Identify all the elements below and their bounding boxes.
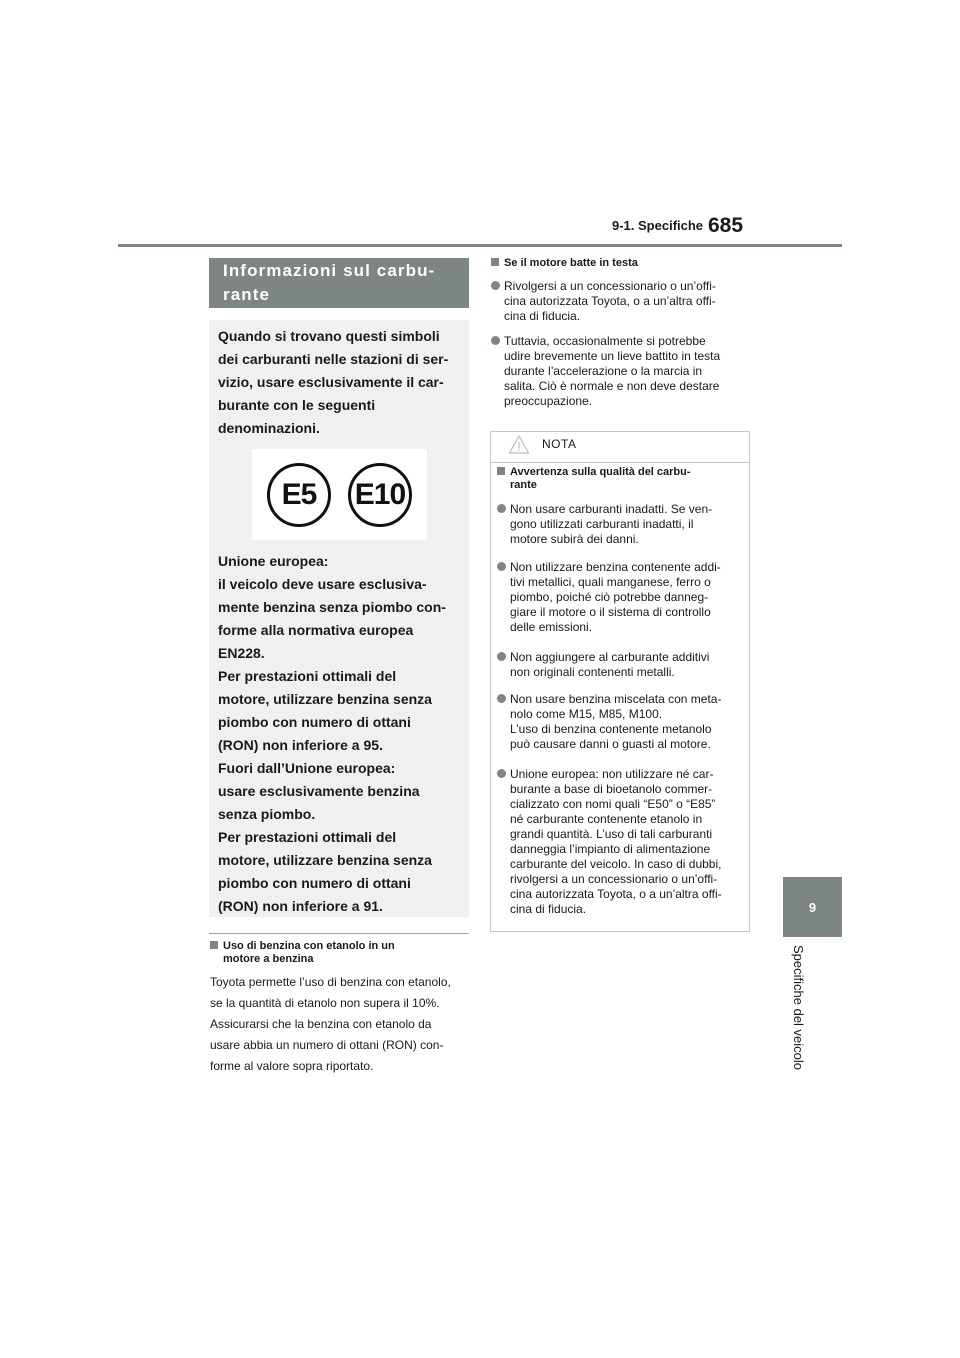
info-line: piombo con numero di ottani <box>218 714 411 730</box>
bullet-dot-icon <box>491 336 500 345</box>
info-line: burante con le seguenti <box>218 397 376 413</box>
info-line: (RON) non inferiore a 95. <box>218 737 383 753</box>
info-line: (RON) non inferiore a 91. <box>218 898 383 914</box>
list-item: Non aggiungere al carburante additivi non originali contenenti metalli. <box>497 650 745 680</box>
info-line: senza piombo. <box>218 806 316 822</box>
info-line: motore, utilizzare benzina senza <box>218 691 432 707</box>
section-label: 9-1. Specifiche <box>612 218 704 233</box>
list-item: Rivolgersi a un concessionario o un’offi- cina autorizzata Toyota, o a un’altra offi- cina di fiducia. <box>491 279 749 324</box>
fuel-symbol-e10: E10 <box>348 463 412 527</box>
bullet-dot-icon <box>497 769 506 778</box>
info-line: usare esclusivamente benzina <box>218 783 420 799</box>
ethanol-heading: Uso di benzina con etanolo in un motore a benzina <box>210 940 468 966</box>
bullet-dot-icon <box>497 562 506 571</box>
info-line: piombo con numero di ottani <box>218 875 411 891</box>
square-bullet-icon <box>491 258 499 266</box>
list-item: Tuttavia, occasionalmente si potrebbe udire brevemente un lieve battito in testa durante l’accelerazione o la marcia in salita. Ciò è normale e non deve destare preoccupazione. <box>491 334 749 409</box>
list-item: Non usare benzina miscelata con meta- nolo come M15, M85, M100. L’uso di benzina contenente metanolo può causare danni o guasti al motore. <box>497 692 745 752</box>
bullet-dot-icon <box>497 694 506 703</box>
info-eu <box>218 550 464 918</box>
square-bullet-icon <box>210 941 218 949</box>
list-item: Non utilizzare benzina contenente addi- tivi metallici, quali manganese, ferro o piombo, poiché ciò potrebbe danneg- giare il motore o il sistema di controllo delle emissioni. <box>497 560 745 635</box>
fuel-symbol-panel <box>252 449 427 540</box>
info-line: vizio, usare esclusivamente il car- <box>218 374 444 390</box>
info-line: dei carburanti nelle stazioni di ser- <box>218 351 449 367</box>
info-line: Unione europea: <box>218 553 329 569</box>
chapter-title: Specifiche del veicolo <box>791 945 806 1071</box>
info-box-title <box>209 258 469 308</box>
header-rule <box>118 244 842 247</box>
fuel-symbol-e5: E5 <box>267 463 331 527</box>
info-box-title-line: rante <box>223 285 271 304</box>
section-divider <box>209 933 469 934</box>
info-line: motore, utilizzare benzina senza <box>218 852 432 868</box>
square-bullet-icon <box>497 467 505 475</box>
chapter-tab[interactable] <box>783 877 842 937</box>
bullet-dot-icon <box>491 281 500 290</box>
note-heading: Avvertenza sulla qualità del carbu- rante <box>497 466 745 492</box>
knock-heading: Se il motore batte in testa <box>491 257 749 270</box>
info-line: Per prestazioni ottimali del <box>218 668 397 684</box>
info-line: EN228. <box>218 645 265 661</box>
bullet-dot-icon <box>497 652 506 661</box>
info-intro <box>218 325 464 440</box>
list-item: Unione europea: non utilizzare né car- burante a base di bioetanolo commer- cializzato con nomi quali “E50” o “E85” né carburante contenente etanolo in grandi quantità. L’uso di tali carburanti danneggia l’impianto di alimentazione carburante del veicolo. In caso di dubbi, rivolgersi a un concessionario o un’offi- cina autorizzata Toyota, o a un’altra offi- cina di fiducia. <box>497 767 745 917</box>
page-number: 685 <box>708 214 744 237</box>
info-line: Quando si trovano questi simboli <box>218 328 440 344</box>
info-line: il veicolo deve usare esclusiva- <box>218 576 427 592</box>
chapter-title-vertical <box>786 945 806 1080</box>
info-line: denominazioni. <box>218 420 320 436</box>
info-line: forme alla normativa europea <box>218 622 414 638</box>
ethanol-text: Toyota permette l’uso di benzina con etanolo, se la quantità di etanolo non supera il 10%. Assicurarsi che la benzina con etanolo da usare abbia un numero di ottani (RON) con- forme al valore sopra riportato. <box>210 975 451 1073</box>
bullet-dot-icon <box>497 504 506 513</box>
chapter-number: 9 <box>808 899 817 915</box>
info-line: mente benzina senza piombo con- <box>218 599 446 615</box>
note-label: NOTA <box>542 437 577 451</box>
info-box-title-line: Informazioni sul carbu- <box>223 261 436 280</box>
info-line: Per prestazioni ottimali del <box>218 829 397 845</box>
list-item: Non usare carburanti inadatti. Se ven- gono utilizzati carburanti inadatti, il motore subirà dei danni. <box>497 502 745 547</box>
info-line: Fuori dall’Unione europea: <box>218 760 396 776</box>
warning-triangle-icon <box>508 434 530 456</box>
